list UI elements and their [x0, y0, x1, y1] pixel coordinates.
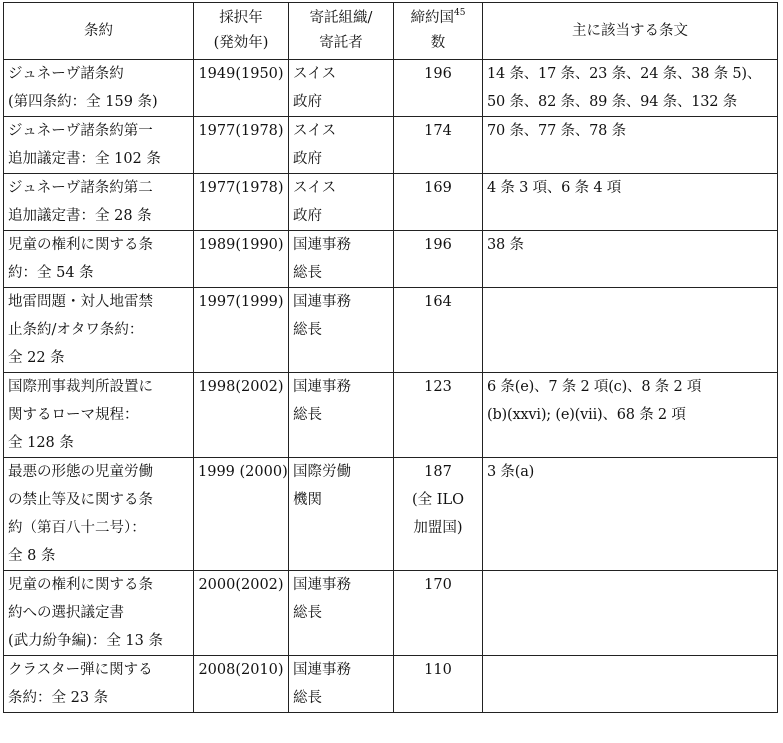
table-row: [4, 117, 778, 174]
header-treaty: 条約: [4, 3, 194, 60]
header-depositary: 寄託組織/ 寄託者: [289, 3, 394, 60]
depositary-cell: 国連事務 総長: [289, 231, 394, 288]
table-row: [4, 288, 778, 373]
adopted-year-cell: 1977(1978): [194, 174, 289, 231]
table-row: [4, 571, 778, 656]
treaty-name-cell: 国際刑事裁判所設置に 関するローマ規程： 全 128 条: [4, 373, 194, 458]
articles-cell: 3 条(a): [483, 458, 778, 571]
header-parties: 締約国$^{45}$ 数: [394, 3, 483, 60]
adopted-year-cell: 1998(2002): [194, 373, 289, 458]
treaty-name-cell: ジュネーヴ諸条約第一 追加議定書：全 102 条: [4, 117, 194, 174]
articles-cell: 14 条、17 条、23 条、24 条、38 条 5)、 50 条、82 条、89 条、94 条、132 条: [483, 60, 778, 117]
articles-cell: 70 条、77 条、78 条: [483, 117, 778, 174]
parties-cell: 174: [394, 117, 483, 174]
treaty-name-cell: 児童の権利に関する条 約への選択議定書 (武力紛争編)：全 13 条: [4, 571, 194, 656]
table-row: [4, 458, 778, 571]
depositary-cell: 国連事務 総長: [289, 373, 394, 458]
parties-cell: 187 (全 ILO 加盟国): [394, 458, 483, 571]
footnote-marker: 45: [454, 8, 466, 18]
adopted-year-cell: 1999 (2000): [194, 458, 289, 571]
adopted-year-cell: 1977(1978): [194, 117, 289, 174]
articles-cell: [483, 571, 778, 656]
treaty-name-cell: 最悪の形態の児童労働 の禁止等及に関する条 約（第百八十二号）： 全 8 条: [4, 458, 194, 571]
adopted-year-cell: 1997(1999): [194, 288, 289, 373]
depositary-cell: 国連事務 総長: [289, 288, 394, 373]
adopted-year-cell: 2000(2002): [194, 571, 289, 656]
adopted-year-cell: 1949(1950): [194, 60, 289, 117]
depositary-cell: 国際労働 機関: [289, 458, 394, 571]
parties-cell: 170: [394, 571, 483, 656]
adopted-year-cell: 2008(2010): [194, 656, 289, 713]
articles-cell: [483, 288, 778, 373]
header-adopted-year: 採択年 (発効年): [194, 3, 289, 60]
depositary-cell: スイス 政府: [289, 174, 394, 231]
treaty-table: [3, 2, 778, 713]
depositary-cell: 国連事務 総長: [289, 571, 394, 656]
parties-cell: 110: [394, 656, 483, 713]
table-row: [4, 373, 778, 458]
adopted-year-cell: 1989(1990): [194, 231, 289, 288]
articles-cell: 38 条: [483, 231, 778, 288]
parties-cell: 169: [394, 174, 483, 231]
treaty-name-cell: クラスター弾に関する 条約：全 23 条: [4, 656, 194, 713]
articles-cell: [483, 656, 778, 713]
parties-cell: 196: [394, 60, 483, 117]
table-row: [4, 656, 778, 713]
table-row: [4, 174, 778, 231]
table-row: [4, 231, 778, 288]
depositary-cell: スイス 政府: [289, 117, 394, 174]
treaty-name-cell: ジュネーヴ諸条約 (第四条約：全 159 条): [4, 60, 194, 117]
articles-cell: 6 条(e)、7 条 2 項(c)、8 条 2 項 (b)(xxvi); (e)(vii)、68 条 2 項: [483, 373, 778, 458]
articles-cell: 4 条 3 項、6 条 4 項: [483, 174, 778, 231]
depositary-cell: スイス 政府: [289, 60, 394, 117]
depositary-cell: 国連事務 総長: [289, 656, 394, 713]
parties-cell: 123: [394, 373, 483, 458]
treaty-name-cell: ジュネーヴ諸条約第二 追加議定書：全 28 条: [4, 174, 194, 231]
treaty-name-cell: 地雷問題・対人地雷禁 止条約/オタワ条約： 全 22 条: [4, 288, 194, 373]
header-articles: 主に該当する条文: [483, 3, 778, 60]
table-row: [4, 60, 778, 117]
parties-cell: 196: [394, 231, 483, 288]
parties-cell: 164: [394, 288, 483, 373]
header-row: [4, 3, 778, 60]
treaty-name-cell: 児童の権利に関する条 約：全 54 条: [4, 231, 194, 288]
